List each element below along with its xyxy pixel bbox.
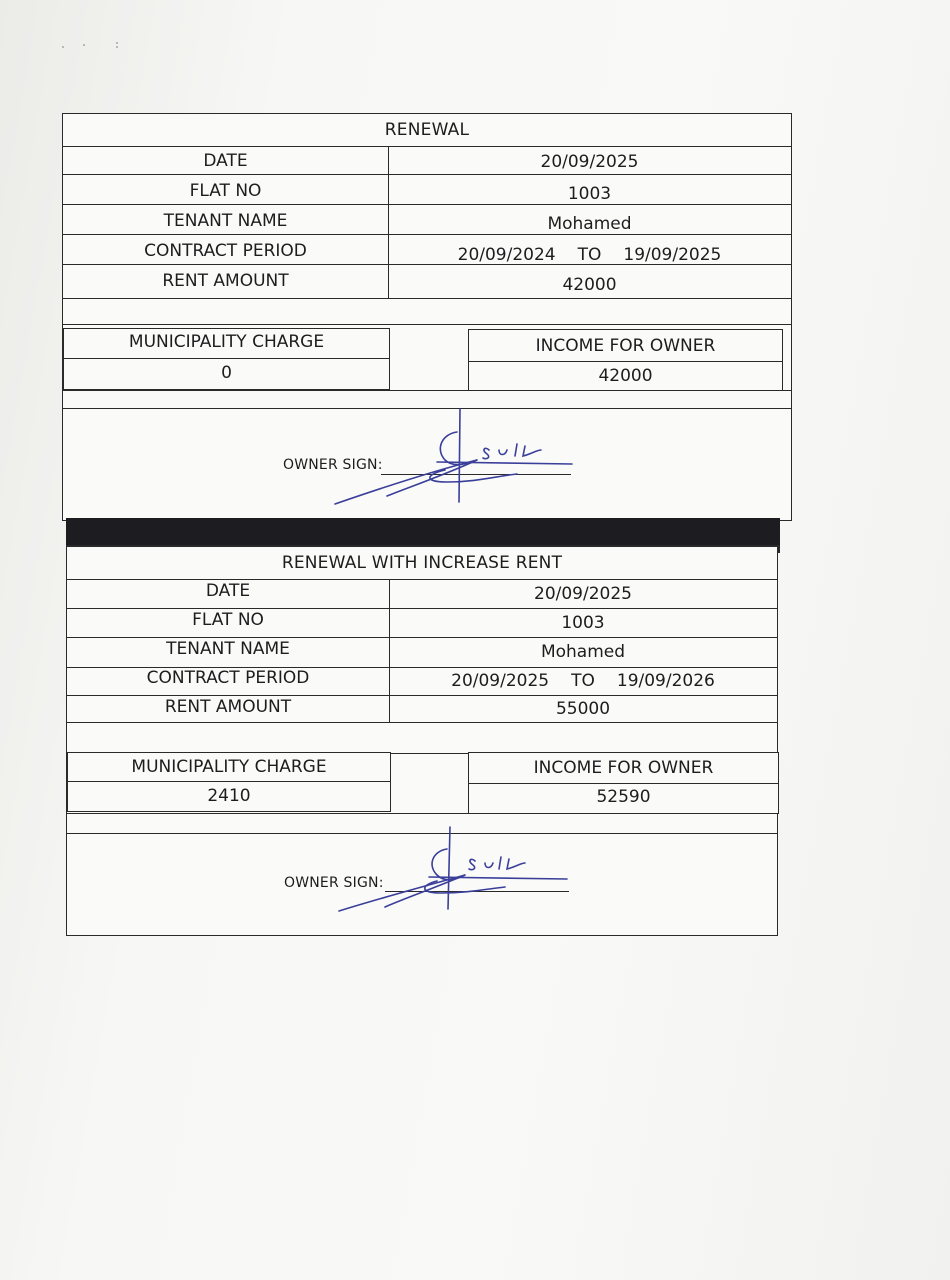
row-divider [63, 204, 791, 205]
paper-speck [62, 46, 64, 48]
municipality-charge-value: 0 [221, 363, 232, 383]
municipality-charge-box [67, 752, 391, 812]
rent-amount-value: 55000 [555, 699, 611, 719]
owner-signature-image [329, 823, 579, 923]
municipality-charge-value: 2410 [207, 786, 251, 806]
paper-speck [116, 46, 118, 48]
tenant-name-label: TENANT NAME [163, 211, 288, 231]
paper-speck [116, 42, 118, 44]
rent-amount-label: RENT AMOUNT [162, 271, 289, 291]
owner-sign-label: OWNER SIGN: [284, 875, 384, 891]
owner-signature-image [327, 404, 587, 514]
date-value: 20/09/2025 [534, 584, 632, 604]
income-for-owner-value: 42000 [598, 366, 653, 386]
income-for-owner-label: INCOME FOR OWNER [535, 336, 716, 356]
contract-period-value [388, 245, 791, 265]
tenant-name-label: TENANT NAME [166, 639, 290, 659]
box-divider [469, 783, 778, 784]
contract-period-value [389, 671, 777, 691]
contract-to-word: TO [577, 245, 602, 265]
rent-amount-label: RENT AMOUNT [164, 697, 292, 717]
municipality-charge-label: MUNICIPALITY CHARGE [128, 332, 325, 352]
contract-end-date: 19/09/2026 [616, 671, 715, 691]
date-label: DATE [205, 581, 251, 601]
contract-start-date: 20/09/2025 [451, 671, 550, 691]
renewal-increase-rent-form [66, 546, 778, 936]
date-label: DATE [203, 151, 248, 171]
income-for-owner-label: INCOME FOR OWNER [533, 758, 714, 778]
box-divider [469, 361, 782, 362]
box-divider [68, 781, 390, 782]
tenant-name-value: Mohamed [540, 642, 626, 662]
renewal-form [62, 113, 792, 521]
flat-no-label: FLAT NO [189, 181, 262, 201]
box-divider [64, 358, 389, 359]
income-for-owner-value: 52590 [596, 787, 651, 807]
income-for-owner-box [468, 329, 783, 391]
flat-no-value: 1003 [561, 613, 605, 633]
form-title: RENEWAL WITH INCREASE RENT [281, 553, 563, 573]
contract-to-word: TO [571, 671, 595, 691]
rent-amount-value: 42000 [562, 275, 617, 295]
row-divider [67, 579, 777, 580]
owner-sign-label: OWNER SIGN: [283, 457, 383, 473]
municipality-charge-box [63, 328, 390, 390]
row-divider [67, 695, 777, 696]
row-divider [63, 146, 791, 147]
contract-period-label: CONTRACT PERIOD [144, 241, 307, 261]
row-divider [67, 637, 777, 638]
flat-no-label: FLAT NO [192, 610, 264, 630]
contract-start-date: 20/09/2024 [457, 245, 556, 265]
paper-speck [83, 44, 85, 46]
row-divider [63, 324, 791, 325]
row-divider [67, 722, 777, 723]
date-value: 20/09/2025 [540, 152, 639, 172]
row-divider [67, 608, 777, 609]
contract-period-label: CONTRACT PERIOD [146, 668, 310, 688]
row-divider [63, 298, 791, 299]
row-divider [63, 174, 791, 175]
contract-end-date: 19/09/2025 [623, 245, 722, 265]
row-divider [63, 234, 791, 235]
tenant-name-value: Mohamed [547, 214, 632, 234]
municipality-charge-label: MUNICIPALITY CHARGE [131, 757, 327, 777]
form-title: RENEWAL [384, 120, 470, 140]
flat-no-value: 1003 [567, 184, 612, 204]
income-for-owner-box [468, 752, 779, 814]
